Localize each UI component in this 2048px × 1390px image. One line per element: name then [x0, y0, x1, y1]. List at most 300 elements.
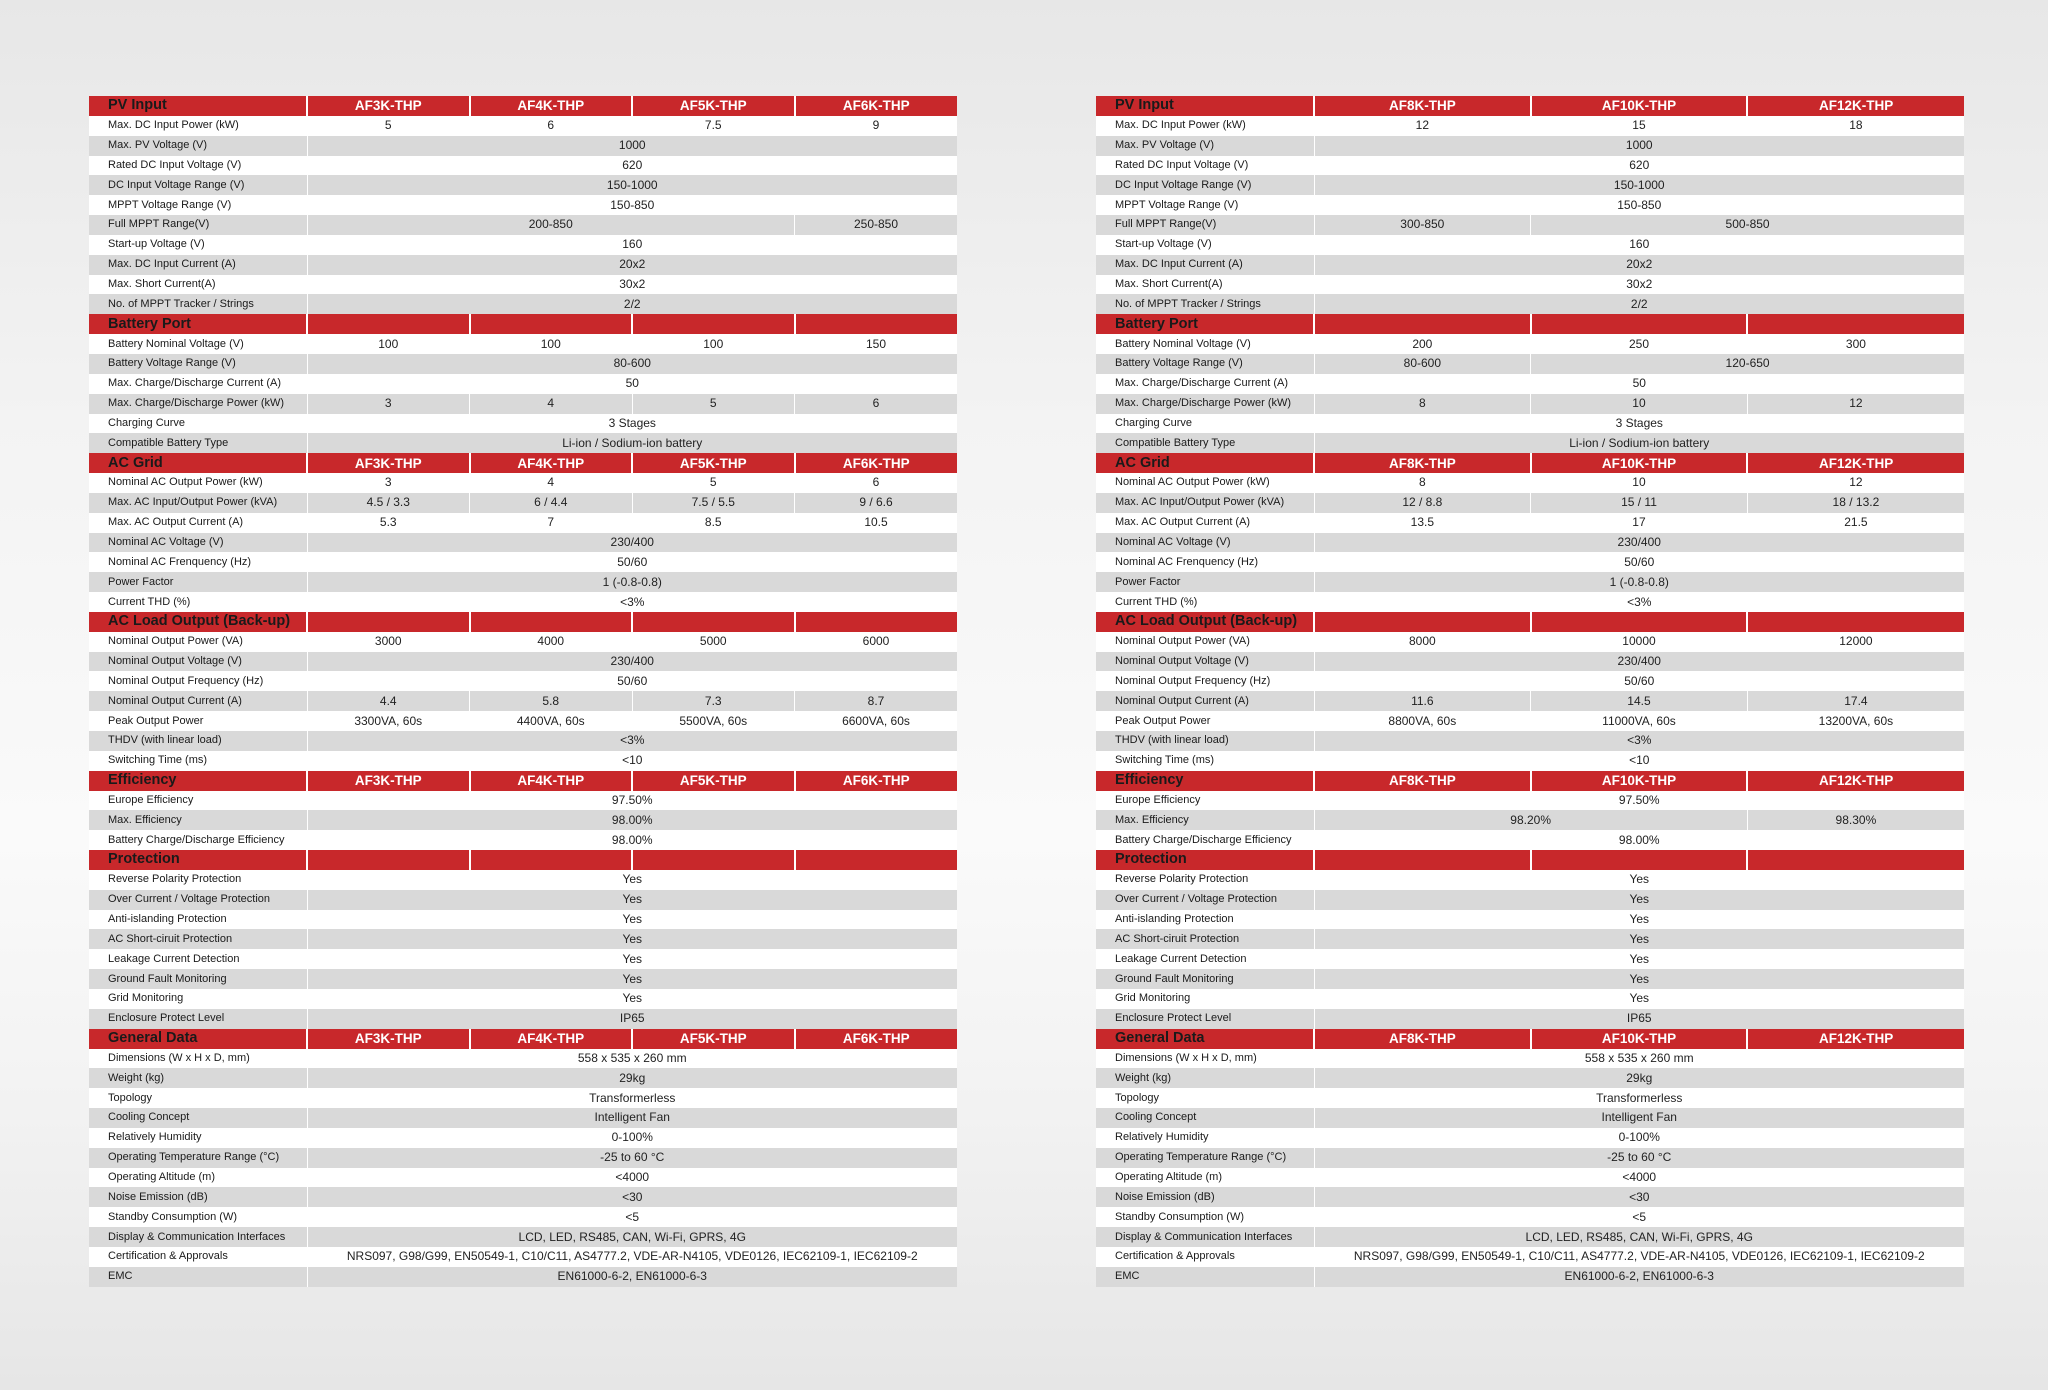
spec-value: NRS097, G98/G99, EN50549-1, C10/C11, AS4777.2, VDE-AR-N4105, VDE0126, IEC62109-1, IEC62109-2 [307, 1247, 957, 1267]
spec-label: Weight (kg) [89, 1068, 307, 1088]
model-column-header [470, 612, 633, 632]
spec-label: Display & Communication Interfaces [1096, 1227, 1314, 1247]
model-column-header: AF5K-THP [632, 771, 795, 791]
spec-row [1096, 215, 1964, 235]
spec-value: 8 [1314, 394, 1531, 414]
spec-row [89, 1187, 957, 1207]
spec-row [89, 255, 957, 275]
spec-value: 18 / 13.2 [1747, 493, 1964, 513]
spec-value: 97.50% [307, 791, 957, 811]
model-column-header: AF10K-THP [1531, 453, 1748, 473]
spec-label: Operating Temperature Range (°C) [1096, 1148, 1314, 1168]
spec-row [89, 156, 957, 176]
spec-value: -25 to 60 °C [307, 1148, 957, 1168]
spec-value: Yes [1314, 949, 1964, 969]
spec-value: <4000 [1314, 1168, 1964, 1188]
spec-value: 500-850 [1531, 215, 1964, 235]
spec-row [89, 1108, 957, 1128]
section-title: Efficiency [1096, 771, 1314, 791]
spec-row [89, 1128, 957, 1148]
spec-value: 150 [795, 334, 958, 354]
spec-value: 8.5 [632, 513, 795, 533]
model-column-header: AF3K-THP [307, 96, 470, 116]
spec-label: Noise Emission (dB) [89, 1187, 307, 1207]
spec-value: 7.3 [632, 691, 795, 711]
spec-row [1096, 374, 1964, 394]
section-title: Battery Port [1096, 314, 1314, 334]
spec-label: Dimensions (W x H x D, mm) [89, 1049, 307, 1069]
spec-label: THDV (with linear load) [1096, 731, 1314, 751]
section-title: AC Grid [1096, 453, 1314, 473]
spec-label: Max. PV Voltage (V) [1096, 136, 1314, 156]
spec-row [89, 910, 957, 930]
spec-row [89, 751, 957, 771]
spec-label: Power Factor [89, 572, 307, 592]
spec-row [89, 1009, 957, 1029]
spec-label: Max. Charge/Discharge Power (kW) [1096, 394, 1314, 414]
section-header [89, 850, 957, 870]
spec-sheet-right [1096, 96, 1964, 1287]
spec-value: 150-1000 [1314, 175, 1964, 195]
spec-table-right [1096, 96, 1964, 1287]
spec-row [1096, 255, 1964, 275]
spec-value: 150-850 [307, 195, 957, 215]
spec-value: <5 [307, 1207, 957, 1227]
model-column-header: AF3K-THP [307, 1029, 470, 1049]
spec-row [1096, 1108, 1964, 1128]
spec-row [89, 1088, 957, 1108]
model-column-header: AF10K-THP [1531, 96, 1748, 116]
model-column-header [795, 314, 958, 334]
spec-value: 1 (-0.8-0.8) [307, 572, 957, 592]
spec-row [1096, 116, 1964, 136]
spec-label: Max. Short Current(A) [1096, 275, 1314, 295]
spec-label: Over Current / Voltage Protection [89, 890, 307, 910]
spec-value: 8800VA, 60s [1314, 711, 1531, 731]
model-column-header: AF10K-THP [1531, 771, 1748, 791]
spec-value: 98.00% [1314, 830, 1964, 850]
spec-row [1096, 1227, 1964, 1247]
spec-row [89, 374, 957, 394]
spec-value: Intelligent Fan [307, 1108, 957, 1128]
spec-value: 150-850 [1314, 195, 1964, 215]
spec-row [1096, 1128, 1964, 1148]
model-column-header [470, 850, 633, 870]
spec-row [1096, 473, 1964, 493]
spec-row [89, 1148, 957, 1168]
spec-label: Peak Output Power [1096, 711, 1314, 731]
spec-label: Max. Charge/Discharge Power (kW) [89, 394, 307, 414]
spec-row [1096, 1088, 1964, 1108]
model-column-header: AF4K-THP [470, 1029, 633, 1049]
spec-value: 13.5 [1314, 513, 1531, 533]
model-column-header: AF4K-THP [470, 96, 633, 116]
spec-value: 18 [1747, 116, 1964, 136]
spec-label: Nominal Output Current (A) [1096, 691, 1314, 711]
spec-value: 1000 [1314, 136, 1964, 156]
spec-row [89, 969, 957, 989]
section-header [89, 314, 957, 334]
spec-value: 12000 [1747, 632, 1964, 652]
spec-label: MPPT Voltage Range (V) [89, 195, 307, 215]
spec-value: 230/400 [1314, 533, 1964, 553]
spec-label: Dimensions (W x H x D, mm) [1096, 1049, 1314, 1069]
spec-row [89, 929, 957, 949]
section-header [1096, 314, 1964, 334]
spec-value: 10 [1531, 473, 1748, 493]
section-title: General Data [1096, 1029, 1314, 1049]
model-column-header [1314, 612, 1531, 632]
spec-row [89, 1267, 957, 1287]
spec-row [1096, 949, 1964, 969]
spec-label: Nominal AC Output Power (kW) [1096, 473, 1314, 493]
section-title: AC Load Output (Back-up) [89, 612, 307, 632]
spec-row [1096, 1207, 1964, 1227]
spec-label: Standby Consumption (W) [89, 1207, 307, 1227]
model-column-header [1747, 314, 1964, 334]
spec-value: 100 [307, 334, 470, 354]
spec-value: 2/2 [307, 294, 957, 314]
model-column-header [1531, 612, 1748, 632]
spec-value: Li-ion / Sodium-ion battery [1314, 433, 1964, 453]
spec-value: 1000 [307, 136, 957, 156]
model-column-header: AF8K-THP [1314, 1029, 1531, 1049]
spec-value: LCD, LED, RS485, CAN, Wi-Fi, GPRS, 4G [307, 1227, 957, 1247]
spec-value: 12 [1747, 394, 1964, 414]
spec-row [1096, 354, 1964, 374]
spec-row [89, 354, 957, 374]
spec-label: Display & Communication Interfaces [89, 1227, 307, 1247]
spec-label: THDV (with linear load) [89, 731, 307, 751]
spec-sheet-left [89, 96, 957, 1287]
spec-row [1096, 433, 1964, 453]
spec-row [89, 334, 957, 354]
spec-label: Full MPPT Range(V) [1096, 215, 1314, 235]
spec-value: 300 [1747, 334, 1964, 354]
spec-value: 200 [1314, 334, 1531, 354]
spec-row [89, 572, 957, 592]
spec-row [89, 136, 957, 156]
spec-value: <10 [307, 751, 957, 771]
spec-label: Max. AC Input/Output Power (kVA) [89, 493, 307, 513]
spec-value: 50/60 [307, 671, 957, 691]
spec-label: EMC [1096, 1267, 1314, 1287]
spec-label: Max. AC Output Current (A) [1096, 513, 1314, 533]
spec-value: 160 [1314, 235, 1964, 255]
model-column-header: AF6K-THP [795, 453, 958, 473]
spec-label: Certification & Approvals [1096, 1247, 1314, 1267]
spec-row [1096, 652, 1964, 672]
spec-label: Charging Curve [1096, 414, 1314, 434]
model-column-header [307, 612, 470, 632]
spec-label: Standby Consumption (W) [1096, 1207, 1314, 1227]
spec-value: 15 / 11 [1531, 493, 1748, 513]
spec-value: 6600VA, 60s [795, 711, 958, 731]
model-column-header: AF8K-THP [1314, 771, 1531, 791]
spec-row [1096, 1068, 1964, 1088]
spec-row [89, 652, 957, 672]
spec-row [1096, 275, 1964, 295]
spec-value: <30 [1314, 1187, 1964, 1207]
spec-label: Nominal Output Voltage (V) [89, 652, 307, 672]
spec-value: 5500VA, 60s [632, 711, 795, 731]
spec-row [89, 1049, 957, 1069]
spec-value: 0-100% [307, 1128, 957, 1148]
spec-value: 250 [1531, 334, 1748, 354]
spec-label: Current THD (%) [1096, 592, 1314, 612]
spec-label: Anti-islanding Protection [89, 910, 307, 930]
spec-value: Yes [307, 870, 957, 890]
spec-label: Reverse Polarity Protection [89, 870, 307, 890]
spec-value: 3 [307, 473, 470, 493]
model-column-header [307, 850, 470, 870]
spec-value: 4000 [470, 632, 633, 652]
spec-value: Yes [307, 949, 957, 969]
spec-value: 13200VA, 60s [1747, 711, 1964, 731]
spec-label: Charging Curve [89, 414, 307, 434]
spec-label: Operating Temperature Range (°C) [89, 1148, 307, 1168]
spec-value: Transformerless [1314, 1088, 1964, 1108]
spec-row [89, 870, 957, 890]
spec-row [1096, 791, 1964, 811]
spec-value: <3% [307, 731, 957, 751]
spec-label: Battery Nominal Voltage (V) [89, 334, 307, 354]
spec-value: Yes [1314, 910, 1964, 930]
spec-label: No. of MPPT Tracker / Strings [1096, 294, 1314, 314]
spec-value: 9 [795, 116, 958, 136]
model-column-header [632, 850, 795, 870]
spec-label: Max. AC Output Current (A) [89, 513, 307, 533]
spec-label: Max. AC Input/Output Power (kVA) [1096, 493, 1314, 513]
spec-value: 6000 [795, 632, 958, 652]
section-title: Protection [89, 850, 307, 870]
model-column-header: AF10K-THP [1531, 1029, 1748, 1049]
spec-row [1096, 294, 1964, 314]
spec-row [89, 533, 957, 553]
spec-row [1096, 810, 1964, 830]
spec-value: 3 Stages [1314, 414, 1964, 434]
spec-value: 1 (-0.8-0.8) [1314, 572, 1964, 592]
spec-value: 150-1000 [307, 175, 957, 195]
spec-value: 100 [632, 334, 795, 354]
spec-label: Over Current / Voltage Protection [1096, 890, 1314, 910]
spec-value: 558 x 535 x 260 mm [307, 1049, 957, 1069]
spec-value: 558 x 535 x 260 mm [1314, 1049, 1964, 1069]
spec-value: 80-600 [1314, 354, 1531, 374]
spec-value: Li-ion / Sodium-ion battery [307, 433, 957, 453]
model-column-header: AF5K-THP [632, 1029, 795, 1049]
model-column-header: AF4K-THP [470, 453, 633, 473]
spec-value: 7.5 / 5.5 [632, 493, 795, 513]
spec-value: 5 [307, 116, 470, 136]
spec-label: Europe Efficiency [1096, 791, 1314, 811]
spec-label: No. of MPPT Tracker / Strings [89, 294, 307, 314]
spec-row [1096, 394, 1964, 414]
spec-label: Noise Emission (dB) [1096, 1187, 1314, 1207]
spec-value: Yes [1314, 890, 1964, 910]
spec-label: Anti-islanding Protection [1096, 910, 1314, 930]
spec-row [1096, 870, 1964, 890]
spec-label: Battery Charge/Discharge Efficiency [1096, 830, 1314, 850]
section-header [89, 771, 957, 791]
spec-label: Peak Output Power [89, 711, 307, 731]
spec-value: 620 [307, 156, 957, 176]
spec-value: 20x2 [1314, 255, 1964, 275]
spec-label: Nominal AC Output Power (kW) [89, 473, 307, 493]
section-header [89, 453, 957, 473]
spec-label: Start-up Voltage (V) [89, 235, 307, 255]
spec-row [1096, 533, 1964, 553]
spec-label: Current THD (%) [89, 592, 307, 612]
spec-label: Nominal AC Frenquency (Hz) [1096, 552, 1314, 572]
spec-value: 50/60 [307, 552, 957, 572]
model-column-header: AF3K-THP [307, 771, 470, 791]
spec-label: Grid Monitoring [1096, 989, 1314, 1009]
spec-label: Leakage Current Detection [89, 949, 307, 969]
spec-label: Nominal AC Voltage (V) [1096, 533, 1314, 553]
spec-value: Yes [307, 929, 957, 949]
spec-label: Nominal Output Power (VA) [1096, 632, 1314, 652]
spec-row [89, 1227, 957, 1247]
spec-row [1096, 334, 1964, 354]
section-header [1096, 96, 1964, 116]
spec-value: <3% [307, 592, 957, 612]
spec-label: Start-up Voltage (V) [1096, 235, 1314, 255]
section-title: Efficiency [89, 771, 307, 791]
model-column-header [307, 314, 470, 334]
spec-label: AC Short-ciruit Protection [89, 929, 307, 949]
spec-row [89, 433, 957, 453]
spec-value: NRS097, G98/G99, EN50549-1, C10/C11, AS4777.2, VDE-AR-N4105, VDE0126, IEC62109-1, IEC62109-2 [1314, 1247, 1964, 1267]
model-column-header: AF12K-THP [1747, 771, 1964, 791]
spec-value: 5.8 [470, 691, 633, 711]
spec-row [1096, 136, 1964, 156]
spec-label: Switching Time (ms) [1096, 751, 1314, 771]
spec-label: MPPT Voltage Range (V) [1096, 195, 1314, 215]
spec-row [1096, 572, 1964, 592]
spec-row [89, 711, 957, 731]
section-header [89, 612, 957, 632]
spec-row [1096, 513, 1964, 533]
spec-row [89, 810, 957, 830]
spec-value: 98.00% [307, 830, 957, 850]
spec-row [1096, 1148, 1964, 1168]
spec-row [1096, 1168, 1964, 1188]
spec-value: 17 [1531, 513, 1748, 533]
section-title: Battery Port [89, 314, 307, 334]
spec-value: 6 [795, 473, 958, 493]
spec-label: Max. DC Input Current (A) [89, 255, 307, 275]
spec-label: Enclosure Protect Level [1096, 1009, 1314, 1029]
model-column-header: AF8K-THP [1314, 453, 1531, 473]
spec-value: <5 [1314, 1207, 1964, 1227]
spec-label: Topology [1096, 1088, 1314, 1108]
spec-row [89, 1068, 957, 1088]
spec-row [1096, 890, 1964, 910]
spec-label: Leakage Current Detection [1096, 949, 1314, 969]
spec-row [1096, 175, 1964, 195]
spec-label: Cooling Concept [1096, 1108, 1314, 1128]
spec-value: 2/2 [1314, 294, 1964, 314]
spec-row [1096, 671, 1964, 691]
spec-row [1096, 235, 1964, 255]
spec-value: 160 [307, 235, 957, 255]
spec-row [1096, 929, 1964, 949]
spec-value: 5 [632, 473, 795, 493]
spec-label: Weight (kg) [1096, 1068, 1314, 1088]
spec-label: Compatible Battery Type [89, 433, 307, 453]
section-title: AC Load Output (Back-up) [1096, 612, 1314, 632]
spec-value: 12 [1314, 116, 1531, 136]
spec-row [89, 493, 957, 513]
spec-row [1096, 1267, 1964, 1287]
spec-label: Grid Monitoring [89, 989, 307, 1009]
section-header [1096, 850, 1964, 870]
spec-value: Yes [307, 969, 957, 989]
spec-label: EMC [89, 1267, 307, 1287]
spec-value: 100 [470, 334, 633, 354]
spec-value: 8000 [1314, 632, 1531, 652]
spec-value: 230/400 [1314, 652, 1964, 672]
spec-value: Yes [307, 910, 957, 930]
spec-row [89, 830, 957, 850]
spec-value: 300-850 [1314, 215, 1531, 235]
spec-value: 3 [307, 394, 470, 414]
spec-value: 30x2 [1314, 275, 1964, 295]
spec-label: Certification & Approvals [89, 1247, 307, 1267]
spec-row [1096, 830, 1964, 850]
spec-label: Rated DC Input Voltage (V) [1096, 156, 1314, 176]
model-column-header: AF5K-THP [632, 96, 795, 116]
spec-value: 17.4 [1747, 691, 1964, 711]
spec-label: Battery Voltage Range (V) [1096, 354, 1314, 374]
section-header [1096, 453, 1964, 473]
model-column-header [632, 314, 795, 334]
spec-label: Nominal AC Frenquency (Hz) [89, 552, 307, 572]
spec-row [1096, 731, 1964, 751]
spec-value: 29kg [1314, 1068, 1964, 1088]
spec-value: <4000 [307, 1168, 957, 1188]
spec-row [89, 989, 957, 1009]
model-column-header [1747, 850, 1964, 870]
spec-value: 4.4 [307, 691, 470, 711]
model-column-header: AF3K-THP [307, 453, 470, 473]
spec-label: Enclosure Protect Level [89, 1009, 307, 1029]
spec-value: Yes [1314, 989, 1964, 1009]
spec-label: Europe Efficiency [89, 791, 307, 811]
model-column-header [632, 612, 795, 632]
spec-label: Cooling Concept [89, 1108, 307, 1128]
spec-label: Ground Fault Monitoring [1096, 969, 1314, 989]
spec-value: 50 [1314, 374, 1964, 394]
spec-value: LCD, LED, RS485, CAN, Wi-Fi, GPRS, 4G [1314, 1227, 1964, 1247]
spec-row [89, 1207, 957, 1227]
spec-label: Operating Altitude (m) [89, 1168, 307, 1188]
spec-value: 10.5 [795, 513, 958, 533]
spec-label: Max. Efficiency [89, 810, 307, 830]
spec-value: 11000VA, 60s [1531, 711, 1748, 731]
spec-row [1096, 493, 1964, 513]
spec-label: Max. Efficiency [1096, 810, 1314, 830]
spec-label: Rated DC Input Voltage (V) [89, 156, 307, 176]
spec-row [89, 513, 957, 533]
spec-value: 6 [470, 116, 633, 136]
spec-row [89, 235, 957, 255]
spec-value: 200-850 [307, 215, 795, 235]
model-column-header: AF12K-THP [1747, 96, 1964, 116]
spec-row [1096, 751, 1964, 771]
model-column-header: AF12K-THP [1747, 1029, 1964, 1049]
